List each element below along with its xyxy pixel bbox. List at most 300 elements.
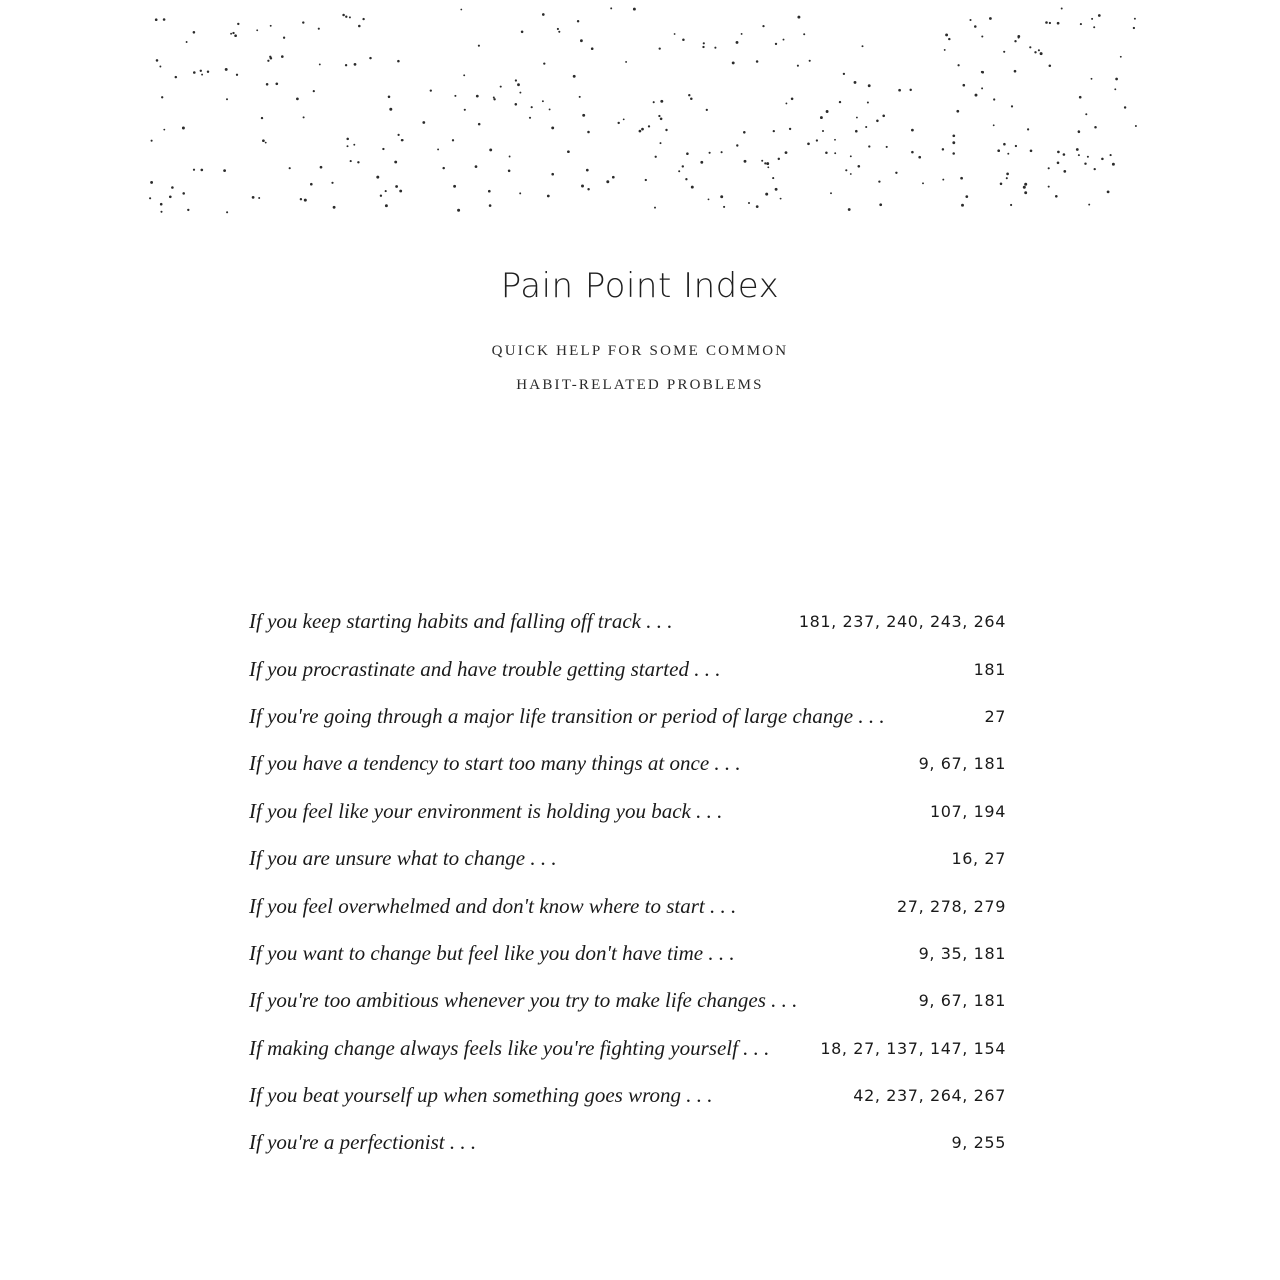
decorative-dot [1078,154,1080,156]
decorative-dot [350,160,352,162]
decorative-dot [660,142,662,144]
decorative-dot [150,181,153,184]
decorative-dot [175,76,177,78]
decorative-dot [333,206,336,209]
decorative-dot [303,116,305,118]
decorative-dot [850,173,852,175]
decorative-dot [226,98,228,100]
decorative-dot [855,130,858,133]
index-entry [249,645,1006,692]
decorative-dot [430,89,432,91]
decorative-dot [1085,113,1087,115]
decorative-dot [1115,78,1118,81]
entry-text: If you procrastinate and have trouble getting started . . . [249,656,721,681]
decorative-dot [252,196,255,199]
decorative-dot [345,64,347,66]
decorative-dot [690,97,693,100]
decorative-dot [741,33,743,35]
decorative-dot [320,166,323,169]
decorative-dot [862,45,864,47]
entry-pages: 181, 237, 240, 243, 264 [798,612,1006,632]
decorative-dot [262,139,265,142]
decorative-dot [1015,145,1017,147]
decorative-dot [606,180,609,183]
decorative-dot [1014,40,1016,42]
decorative-dot [772,177,774,179]
subtitle-line-1: QUICK HELP FOR SOME COMMON [491,343,789,359]
decorative-dot [266,83,269,86]
decorative-dot [721,151,723,153]
decorative-dot [1101,158,1104,161]
decorative-dot [437,148,439,150]
decorative-dot [1024,191,1027,194]
decorative-dot [660,100,663,103]
decorative-dot [380,195,382,197]
decorative-dot [1093,26,1095,28]
decorative-dot [567,150,570,153]
decorative-dot [778,158,780,160]
decorative-dot [182,192,185,195]
decorative-dot [313,90,315,92]
decorative-dot [658,115,660,117]
decorative-dot [1003,51,1005,53]
decorative-dot [551,126,554,129]
decorative-dot [582,114,585,117]
decorative-dot [517,83,520,86]
decorative-dot [163,18,166,21]
decorative-dot [558,31,560,33]
decorative-dot [1006,177,1008,179]
decorative-dot [886,146,888,148]
decorative-dot [1063,170,1066,173]
decorative-dot [542,13,545,16]
decorative-dot [258,197,260,199]
decorative-dot [765,193,768,196]
decorative-dot [346,138,349,141]
decorative-dot [519,92,521,94]
index-entry [249,882,1006,929]
decorative-dot [700,161,703,164]
decorative-dot [1078,131,1081,134]
decorative-dot [876,120,879,123]
decorative-dot [960,177,963,180]
decorative-dot [807,142,810,145]
decorative-dot [573,75,576,78]
decorative-dot [610,7,612,9]
decorative-dot [850,155,852,157]
decorative-dot [587,188,589,190]
decorative-dot [911,151,914,154]
decorative-dot [898,89,901,92]
decorative-dot [500,86,502,88]
index-entry [249,598,1006,645]
decorative-dot [331,182,333,184]
index-entry [249,1119,1006,1166]
decorative-dot [720,195,723,198]
decorative-dot [942,179,944,181]
decorative-dot [358,25,361,28]
decorative-dot [617,122,619,124]
decorative-dot [857,165,860,168]
decorative-dot [577,20,579,22]
decorative-dot [756,60,759,63]
decorative-dot [809,60,811,62]
decorative-dot [945,33,948,36]
decorative-dot [993,98,995,100]
decorative-dot [161,96,163,98]
decorative-dot [193,169,195,171]
decorative-dot [1010,204,1012,206]
decorative-dot [868,145,870,147]
decorative-dot [736,41,739,44]
decorative-dot [645,179,647,181]
decorative-dot [509,156,511,158]
decorative-dot [785,151,788,154]
decorative-dot [587,131,590,134]
decorative-dot [688,94,690,96]
decorative-dot [159,66,161,68]
decorative-dot [1124,106,1126,108]
decorative-dot [1094,126,1097,129]
decorative-dot [826,110,829,113]
decorative-dot [531,106,533,108]
decorative-dot [648,125,650,127]
decorative-dot [981,35,983,37]
decorative-dot [347,145,349,147]
decorative-dot [766,162,769,165]
decorative-dot [580,39,583,42]
index-entry [249,693,1006,740]
decorative-dot [780,198,782,200]
index-entry [249,977,1006,1024]
pain-point-list [249,598,1006,1167]
decorative-dot [686,152,689,155]
decorative-dot [1030,149,1033,152]
decorative-dot [952,152,955,155]
decorative-dot [397,134,399,136]
decorative-dot [1034,51,1036,53]
decorative-dot [529,117,531,119]
decorative-dot [1094,168,1096,170]
decorative-dot [223,169,226,172]
decorative-dot [289,167,291,169]
entry-pages: 9, 35, 181 [918,943,1006,963]
decorative-dot [767,166,769,168]
decorative-dot [1018,36,1020,38]
decorative-dot [1006,173,1009,176]
decorative-dot [160,203,163,206]
decorative-dot [226,211,228,213]
decorative-dot [591,47,594,50]
decorative-dot [442,167,444,169]
decorative-dot [865,126,867,128]
decorative-dot [388,96,391,99]
decorative-dot [200,70,202,72]
decorative-dot [394,161,397,164]
entry-text: If you feel like your environment is holding you back . . . [249,798,723,823]
decorative-dot [225,68,228,71]
decorative-dot [369,57,371,59]
decorative-dot [969,19,971,21]
decorative-dot [269,56,271,58]
decorative-dot [395,185,398,188]
decorative-dot [825,152,828,155]
decorative-dot [281,55,284,58]
decorative-dot [879,203,882,206]
decorative-dot [519,192,521,194]
index-entry [249,740,1006,787]
decorative-dot [163,129,165,131]
decorative-dot [1088,204,1090,206]
decorative-dot [975,94,978,97]
entry-text: If you're too ambitious whenever you try to make life changes . . . [249,988,798,1013]
entry-pages: 16, 27 [951,849,1006,869]
decorative-dot [586,169,589,172]
decorative-dot [1107,191,1110,194]
decorative-dot [791,98,794,101]
decorative-dot [283,37,285,39]
entry-pages: 181 [973,659,1006,679]
decorative-dot [685,178,687,180]
decorative-dot [909,89,911,91]
decorative-dot [1029,46,1031,48]
decorative-dot [265,142,267,144]
decorative-dot [1014,70,1017,73]
decorative-dot [476,95,479,98]
decorative-dot [581,185,584,188]
decorative-dot [639,130,642,133]
decorative-dot [551,173,554,176]
decorative-dot [1048,186,1050,188]
decorative-dot [1023,186,1026,189]
decorative-dot [1080,23,1082,25]
decorative-dot [234,34,237,37]
index-entry [249,1072,1006,1119]
decorative-dot [682,165,684,167]
decorative-dot [709,152,711,154]
decorative-dot [1040,52,1043,55]
decorative-dot [515,79,517,81]
decorative-dot [508,170,511,173]
entry-text: If you are unsure what to change . . . [249,846,557,871]
decorative-dot [557,28,559,30]
decorative-dot [653,101,655,103]
decorative-dot [816,139,818,141]
decorative-dot [193,71,196,74]
decorative-dot [762,25,764,27]
decorative-dot [1098,14,1101,17]
decorative-dot [974,25,977,28]
decorative-dot [401,139,403,141]
decorative-dot [732,61,735,64]
decorative-dot [1049,64,1052,67]
decorative-dot [1048,167,1050,169]
entry-text: If you feel overwhelmed and don't know where to start . . . [249,893,737,918]
decorative-dot [310,183,313,186]
decorative-dot [1112,163,1115,166]
decorative-dot [454,95,456,97]
decorative-dot [834,152,836,154]
decorative-dot [186,41,188,43]
decorative-dot [1024,183,1027,186]
decorative-dot [460,9,462,11]
decorative-dot [761,160,763,162]
decorative-dot [151,140,153,142]
decorative-dot [237,23,239,25]
decorative-dot [654,207,656,209]
decorative-dot [785,102,787,104]
decorative-dot [300,198,302,200]
decorative-dot [256,29,258,31]
decorative-dot [641,128,644,131]
decorative-dot [989,17,992,20]
decorative-dot [845,169,847,171]
decorative-dot [543,62,545,64]
decorative-dot [981,71,984,74]
decorative-dot [993,124,995,126]
decorative-dot [399,190,402,193]
decorative-dot [703,42,705,44]
decorative-dot [834,139,836,141]
decorative-dot [453,185,456,188]
decorative-dot [1057,151,1060,154]
decorative-dot [357,161,359,163]
decorative-dot [275,82,278,85]
decorative-dot [362,18,364,20]
decorative-dot [193,31,196,34]
decorative-dot [270,25,272,27]
decorative-dot [155,18,158,21]
decorative-dot [319,63,321,65]
decorative-dot [171,186,174,189]
decorative-dot [1084,162,1086,164]
decorative-dot [385,190,387,192]
decorative-dot [1057,162,1060,165]
decorative-dot [665,129,667,131]
entry-text: If you keep starting habits and falling off track . . . [249,609,673,634]
decorative-dot [1134,18,1136,20]
decorative-dot [267,60,269,62]
decorative-dot [1049,22,1051,24]
decorative-dot [549,108,551,110]
decorative-dot [775,188,778,191]
decorative-dot [843,73,845,75]
decorative-dot [304,199,307,202]
subtitle-line-2: HABIT-RELATED PROBLEMS [516,377,764,393]
decorative-dot [542,100,544,102]
decorative-dot [981,87,983,89]
decorative-dot [674,33,676,35]
decorative-dot [478,45,480,47]
decorative-dot [797,16,800,19]
decorative-dot [878,180,880,182]
decorative-dot [944,49,946,51]
decorative-dot [422,121,425,124]
decorative-dot [625,61,627,63]
entry-pages: 9, 67, 181 [918,991,1006,1011]
decorative-dot [187,209,189,211]
decorative-dot [201,74,203,76]
entry-pages: 9, 67, 181 [918,754,1006,774]
decorative-dot [848,208,851,211]
decorative-dot [349,16,351,18]
decorative-dot [660,117,663,120]
decorative-dot [1076,148,1079,151]
decorative-dot [830,192,832,194]
decorative-dot [236,74,238,76]
decorative-dot [952,134,955,137]
decorative-dot [342,14,345,17]
decorative-dot [756,205,759,208]
decorative-dot [452,139,454,141]
decorative-dot [475,165,478,168]
entry-pages: 18, 27, 137, 147, 154 [820,1038,1006,1058]
decorative-dot [773,130,775,132]
index-entry [249,835,1006,882]
decorative-dot [962,84,965,87]
decorative-dot [822,130,824,132]
decorative-dot [803,33,805,35]
decorative-dot [1135,125,1137,127]
decorative-dot [682,39,685,42]
decorative-dot [678,170,680,172]
decorative-dot [789,128,791,130]
entry-text: If you want to change but feel like you don't have time . . . [249,940,735,965]
decorative-dot [895,172,897,174]
decorative-dot [702,46,704,48]
decorative-dot [965,195,968,198]
decorative-dot [783,39,785,41]
decorative-dot [1133,27,1135,29]
decorative-dot [261,117,263,119]
entry-text: If making change always feels like you're fighting yourself . . . [249,1035,770,1060]
decorative-dot [856,117,858,119]
decorative-dot [1061,8,1063,10]
entry-text: If you have a tendency to start too many things at once . . . [249,751,741,776]
decorative-dot [232,32,234,34]
decorative-dot [457,209,460,212]
decorative-dot [952,141,955,144]
decorative-dot [376,176,379,179]
decorative-dot [1027,128,1029,130]
decorative-dot [515,103,518,106]
decorative-dot [1114,88,1116,90]
decorative-dot [956,110,959,113]
decorative-dot [612,176,615,179]
entry-pages: 42, 237, 264, 267 [853,1086,1006,1106]
decorative-dot [1087,156,1089,158]
decorative-dot [547,195,550,198]
decorative-dot [489,204,492,207]
decorative-dot [318,28,320,30]
decorative-dot [942,148,944,150]
decorative-dot [1110,154,1112,156]
decorative-dot [169,195,172,198]
decorative-dot [1003,143,1006,146]
entry-text: If you're going through a major life transition or period of large change . . . [249,703,885,728]
decorative-dot [463,74,465,76]
decorative-dot [957,64,959,66]
decorative-dot [691,186,694,189]
entry-pages: 27, 278, 279 [897,896,1006,916]
index-entry [249,788,1006,835]
decorative-dot [839,101,841,103]
decorative-dot [659,47,661,49]
decorative-dot [911,129,914,132]
decorative-dot [1120,56,1122,58]
decorative-dot [868,84,871,87]
decorative-dot [345,16,347,18]
